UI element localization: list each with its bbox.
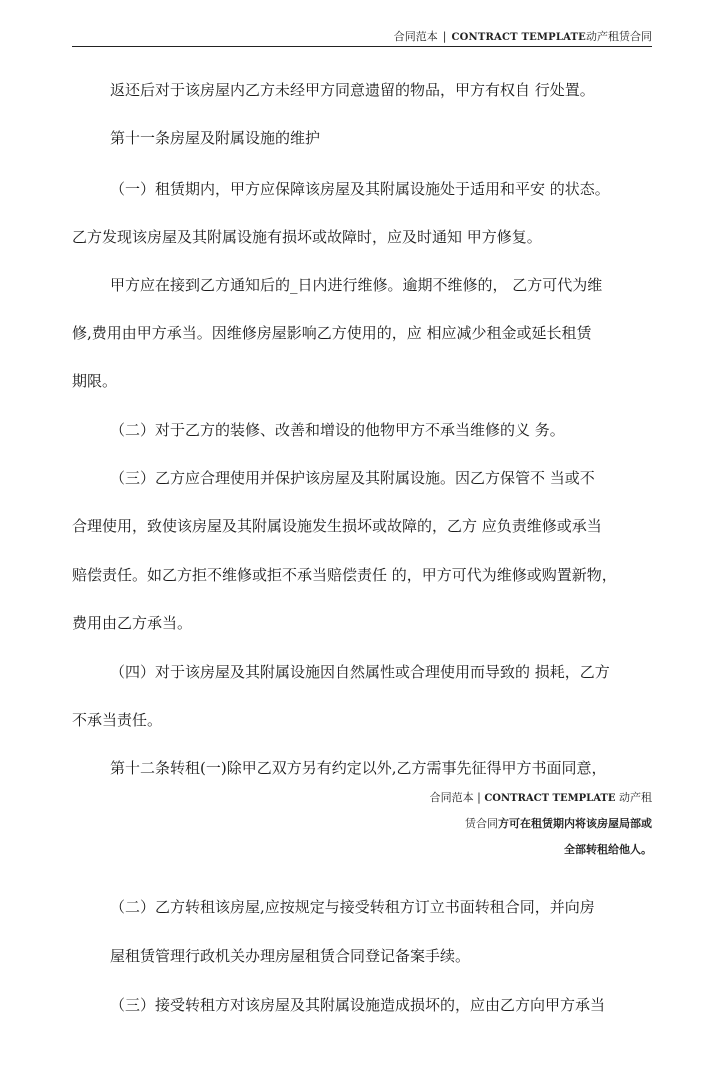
inline-subtitle: 赁合同 — [465, 817, 498, 830]
header-title-cn: 合同范本 — [393, 30, 438, 43]
header-subtitle: 动产租赁合同 — [586, 30, 652, 43]
paragraph-line: 不承当责任。 — [72, 711, 163, 729]
page-header — [72, 30, 652, 47]
inline-separator: | — [477, 791, 481, 804]
inline-text-line — [564, 843, 652, 857]
paragraph-line: （二）对于乙方的装修、改善和增设的他物甲方不承当维修的义 务。 — [110, 421, 565, 439]
paragraph-line: 费用由乙方承当。 — [72, 614, 193, 632]
paragraph-line: 合理使用，致使该房屋及其附属设施发生损坏或故障的，乙方 应负责维修或承当 — [72, 517, 602, 535]
paragraph-line: 乙方发现该房屋及其附属设施有损坏或故障时，应及时通知 甲方修复。 — [72, 228, 542, 246]
inline-header-line — [430, 791, 652, 806]
paragraph-line: 期限。 — [72, 372, 118, 390]
paragraph-line: （三）接受转租方对该房屋及其附属设施造成损坏的，应由乙方向甲方承当 — [110, 996, 606, 1014]
paragraph-line: 赔偿责任。如乙方拒不维修或拒不承当赔偿责任 的，甲方可代为维修或购置新物， — [72, 566, 617, 584]
paragraph-line: （一）租赁期内，甲方应保障该房屋及其附属设施处于适用和平安 的状态。 — [110, 180, 610, 198]
section-heading: 第十二条转租(一)除甲乙双方另有约定以外,乙方需事先征得甲方书面同意， — [110, 759, 607, 777]
header-title-en: CONTRACT TEMPLATE — [451, 32, 586, 43]
inline-title-en: CONTRACT TEMPLATE — [484, 793, 616, 804]
section-heading: 第十一条房屋及附属设施的维护 — [110, 129, 321, 147]
inline-text-line — [465, 817, 652, 831]
paragraph-line: （三）乙方应合理使用并保护该房屋及其附属设施。因乙方保管不 当或不 — [110, 469, 595, 487]
inline-bold-text: 全部转租给他人。 — [564, 843, 652, 856]
inline-title-tail: 动产租 — [619, 791, 652, 804]
inline-bold-text: 方可在租赁期内将该房屋局部或 — [498, 817, 652, 830]
paragraph-line: （四）对于该房屋及其附属设施因自然属性或合理使用而导致的 损耗，乙方 — [110, 663, 610, 681]
header-separator: | — [442, 30, 447, 43]
paragraph-line: 甲方应在接到乙方通知后的_日内进行维修。逾期不维修的， 乙方可代为维 — [110, 276, 603, 294]
paragraph-line: 屋租赁管理行政机关办理房屋租赁合同登记备案手续。 — [110, 947, 471, 965]
paragraph-line: （二）乙方转租该房屋,应按规定与接受转租方订立书面转租合同，并向房 — [110, 898, 595, 916]
paragraph-line: 返还后对于该房屋内乙方未经甲方同意遗留的物品，甲方有权自 行处置。 — [110, 81, 595, 99]
header-text — [394, 30, 652, 45]
inline-title-cn: 合同范本 — [429, 791, 474, 804]
paragraph-line: 修,费用由甲方承当。因维修房屋影响乙方使用的，应 相应减少租金或延长租赁 — [72, 324, 592, 342]
